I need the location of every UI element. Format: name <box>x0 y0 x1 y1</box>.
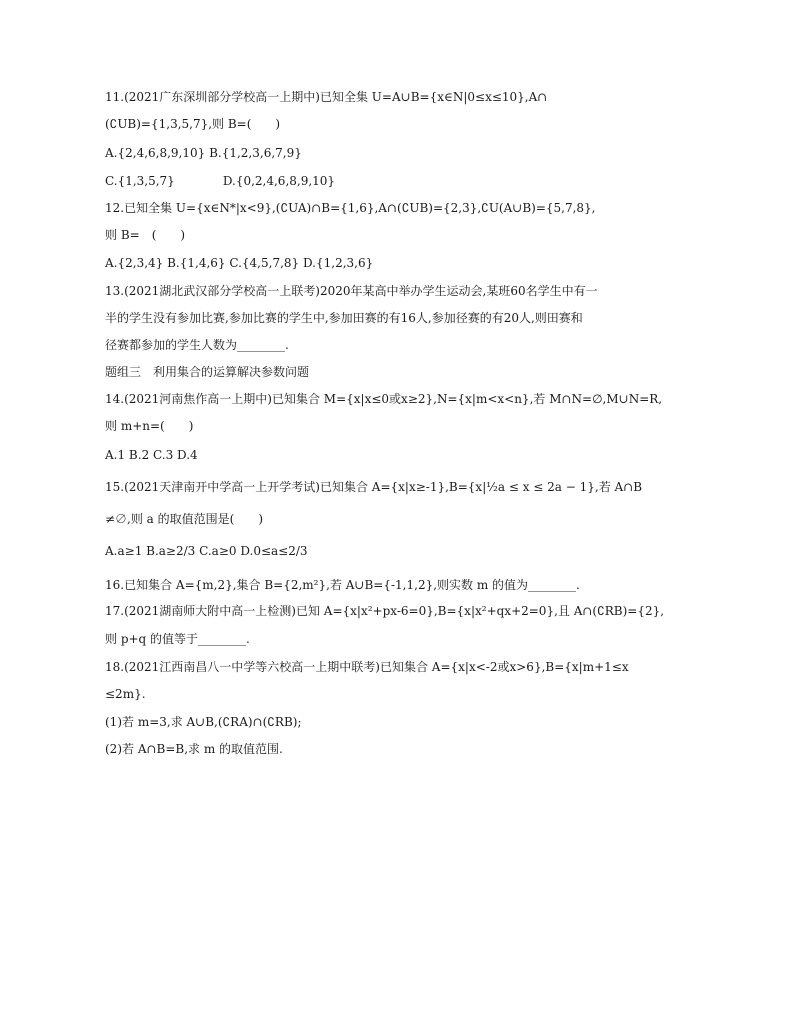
q12-line-2: 则 B= ( ) <box>105 228 186 242</box>
q17-line-2: 则 p+q 的值等于________. <box>105 632 250 646</box>
q18-line-2: ≤2m}. <box>105 687 146 701</box>
q13-line-2: 半的学生没有参加比赛,参加比赛的学生中,参加田赛的有16人,参加径赛的有20人,则田赛和 <box>105 311 583 325</box>
section-heading: 题组三 利用集合的运算解决参数问题 <box>105 365 310 379</box>
q11-options-cd: C.{1,3,5,7} D.{0,2,4,6,8,9,10} <box>105 174 336 188</box>
q13-line-3: 径赛都参加的学生人数为________. <box>105 338 289 352</box>
q15-options: A.a≥1 B.a≥2/3 C.a≥0 D.0≤a≤2/3 <box>105 544 308 558</box>
q18-part-1: (1)若 m=3,求 A∪B,(∁RA)∩(∁RB); <box>105 715 302 729</box>
q11-options-ab: A.{2,4,6,8,9,10} B.{1,2,3,6,7,9} <box>105 146 302 160</box>
q18-part-2: (2)若 A∩B=B,求 m 的取值范围. <box>105 742 283 756</box>
q12-options: A.{2,3,4} B.{1,4,6} C.{4,5,7,8} D.{1,2,3,6} <box>105 256 374 270</box>
q15-line-1: 15.(2021天津南开中学高一上开学考试)已知集合 A={x|x≥-1},B={x|½a ≤ x ≤ 2a − 1},若 A∩B <box>105 480 643 494</box>
q18-line-1: 18.(2021江西南昌八一中学等六校高一上期中联考)已知集合 A={x|x<-2或x>6},B={x|m+1≤x <box>105 660 629 674</box>
q14-line-1: 14.(2021河南焦作高一上期中)已知集合 M={x|x≤0或x≥2},N={x|m<x<n},若 M∩N=∅,M∪N=R, <box>105 392 663 406</box>
q14-options: A.1 B.2 C.3 D.4 <box>105 448 198 462</box>
q11-line-2: (∁UB)={1,3,5,7},则 B=( ) <box>105 117 281 131</box>
q12-line-1: 12.已知全集 U={x∈N*|x<9},(∁UA)∩B={1,6},A∩(∁UB)={2,3},∁U(A∪B)={5,7,8}, <box>105 201 596 215</box>
q11-line-1: 11.(2021广东深圳部分学校高一上期中)已知全集 U=A∪B={x∈N|0≤x≤10},A∩ <box>105 90 548 104</box>
q16-line: 16.已知集合 A={m,2},集合 B={2,m²},若 A∪B={-1,1,2},则实数 m 的值为________. <box>105 578 580 592</box>
q13-line-1: 13.(2021湖北武汉部分学校高一上联考)2020年某高中举办学生运动会,某班60名学生中有一 <box>105 284 598 298</box>
q17-line-1: 17.(2021湖南师大附中高一上检测)已知 A={x|x²+px-6=0},B={x|x²+qx+2=0},且 A∩(∁RB)={2}, <box>105 604 665 618</box>
q15-line-2: ≠∅,则 a 的取值范围是( ) <box>105 512 264 526</box>
q14-line-2: 则 m+n=( ) <box>105 419 194 433</box>
